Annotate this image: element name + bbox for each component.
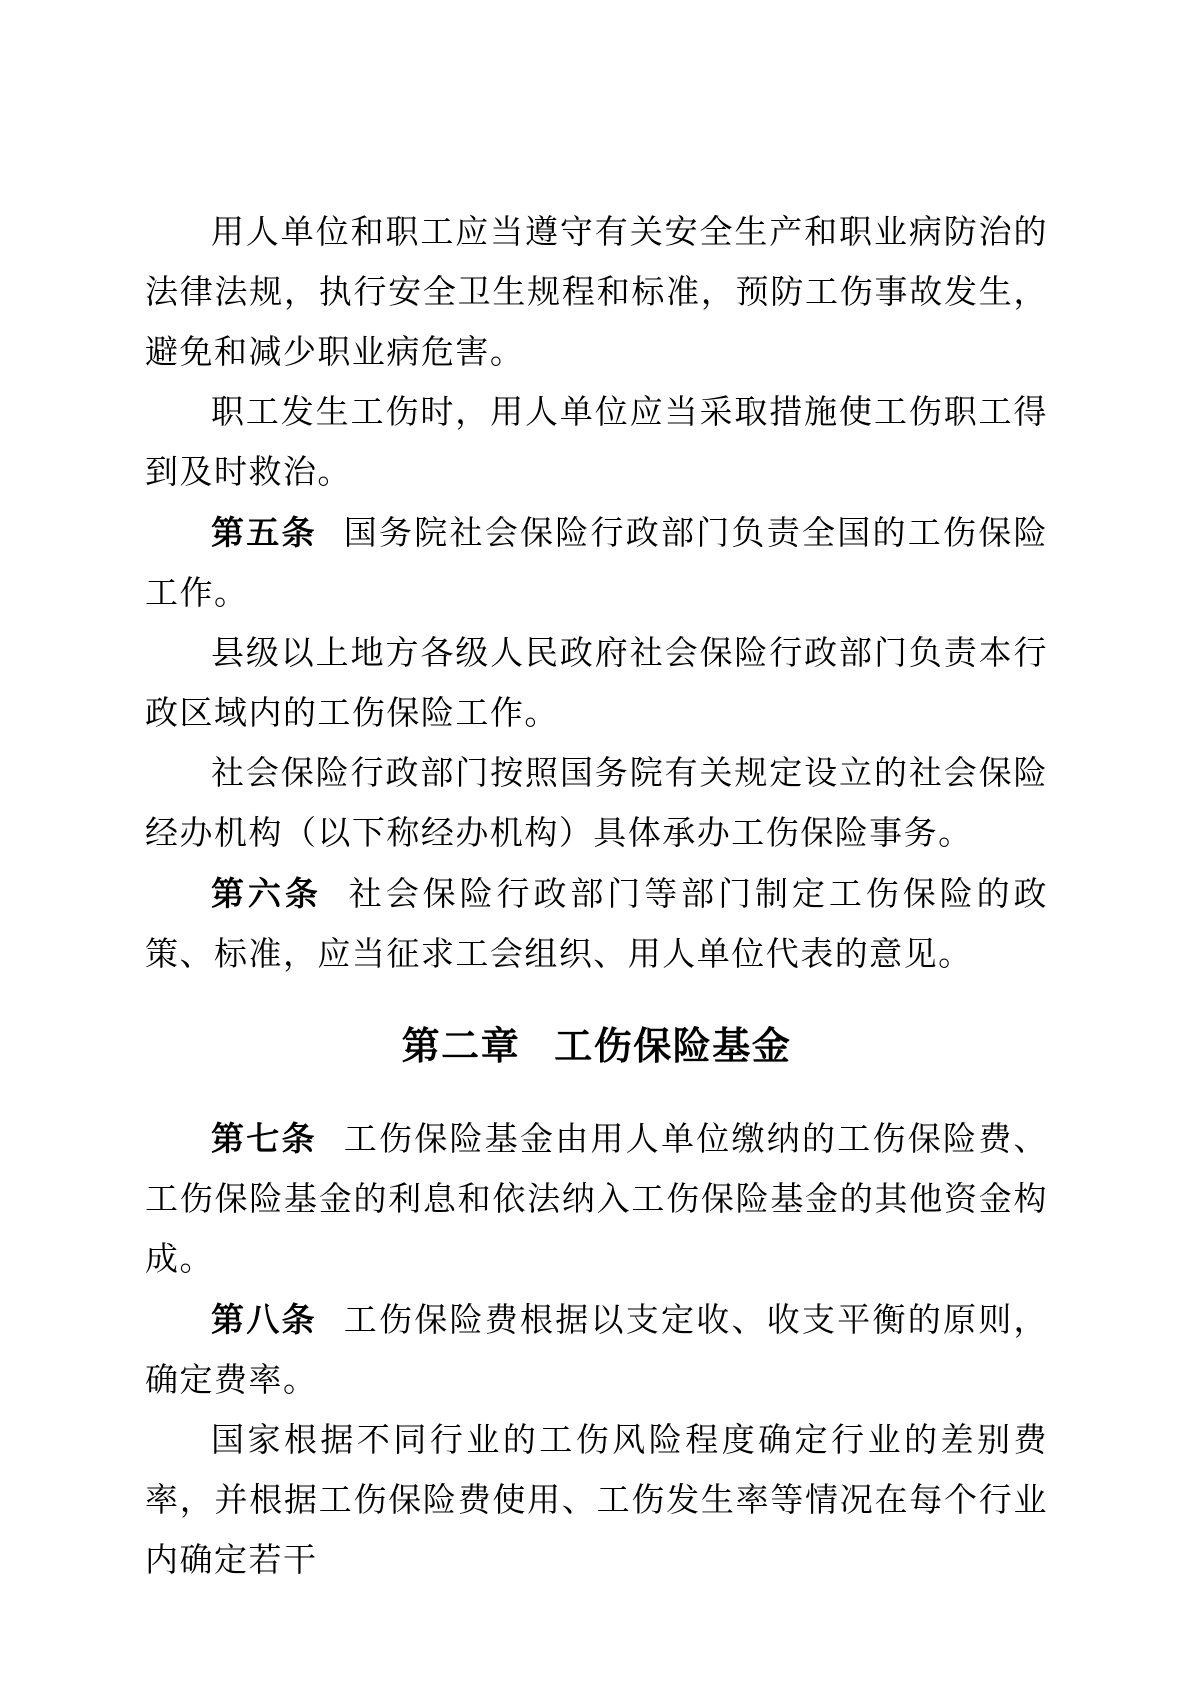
paragraph-article-8 xyxy=(145,1290,1048,1411)
chapter-heading xyxy=(145,1016,1048,1078)
article-number-label: 第七条 xyxy=(211,1120,317,1157)
paragraph xyxy=(145,1411,1048,1591)
paragraph-article-5 xyxy=(145,503,1048,624)
paragraph-text: 国家根据不同行业的工伤风险程度确定行业的差别费率，并根据工伤保险费使用、工伤发生率等情况在每个行业内确定若干 xyxy=(145,1423,1048,1579)
paragraph-article-6 xyxy=(145,864,1048,985)
paragraph-text: 社会保险行政部门等部门制定工伤保险的政策、标准，应当征求工会组织、用人单位代表的意见。 xyxy=(145,877,1048,973)
article-number-label: 第五条 xyxy=(211,514,317,551)
paragraph-article-7 xyxy=(145,1109,1048,1290)
paragraph xyxy=(145,383,1048,503)
paragraph xyxy=(145,203,1048,383)
paragraph-text: 用人单位和职工应当遵守有关安全生产和职业病防治的法律法规，执行安全卫生规程和标准，预防工伤事故发生，避免和减少职业病危害。 xyxy=(145,215,1048,371)
chapter-number: 第二章 xyxy=(401,1026,521,1068)
paragraph-text: 工伤保险费根据以支定收、收支平衡的原则，确定费率。 xyxy=(145,1303,1048,1399)
paragraph xyxy=(145,624,1048,744)
chapter-title: 工伤保险基金 xyxy=(554,1026,792,1068)
paragraph-text: 社会保险行政部门按照国务院有关规定设立的社会保险经办机构（以下称经办机构）具体承办工伤保险事务。 xyxy=(145,756,1048,852)
paragraph-text: 县级以上地方各级人民政府社会保险行政部门负责本行政区域内的工伤保险工作。 xyxy=(145,636,1048,732)
document-body xyxy=(145,203,1048,1591)
paragraph-text: 国务院社会保险行政部门负责全国的工伤保险工作。 xyxy=(145,516,1048,612)
article-number-label: 第六条 xyxy=(211,875,322,912)
paragraph-text: 工伤保险基金由用人单位缴纳的工伤保险费、工伤保险基金的利息和依法纳入工伤保险基金的其他资金构成。 xyxy=(145,1122,1048,1278)
paragraph-text: 职工发生工伤时，用人单位应当采取措施使工伤职工得到及时救治。 xyxy=(145,395,1048,491)
paragraph xyxy=(145,744,1048,864)
article-number-label: 第八条 xyxy=(211,1301,317,1338)
